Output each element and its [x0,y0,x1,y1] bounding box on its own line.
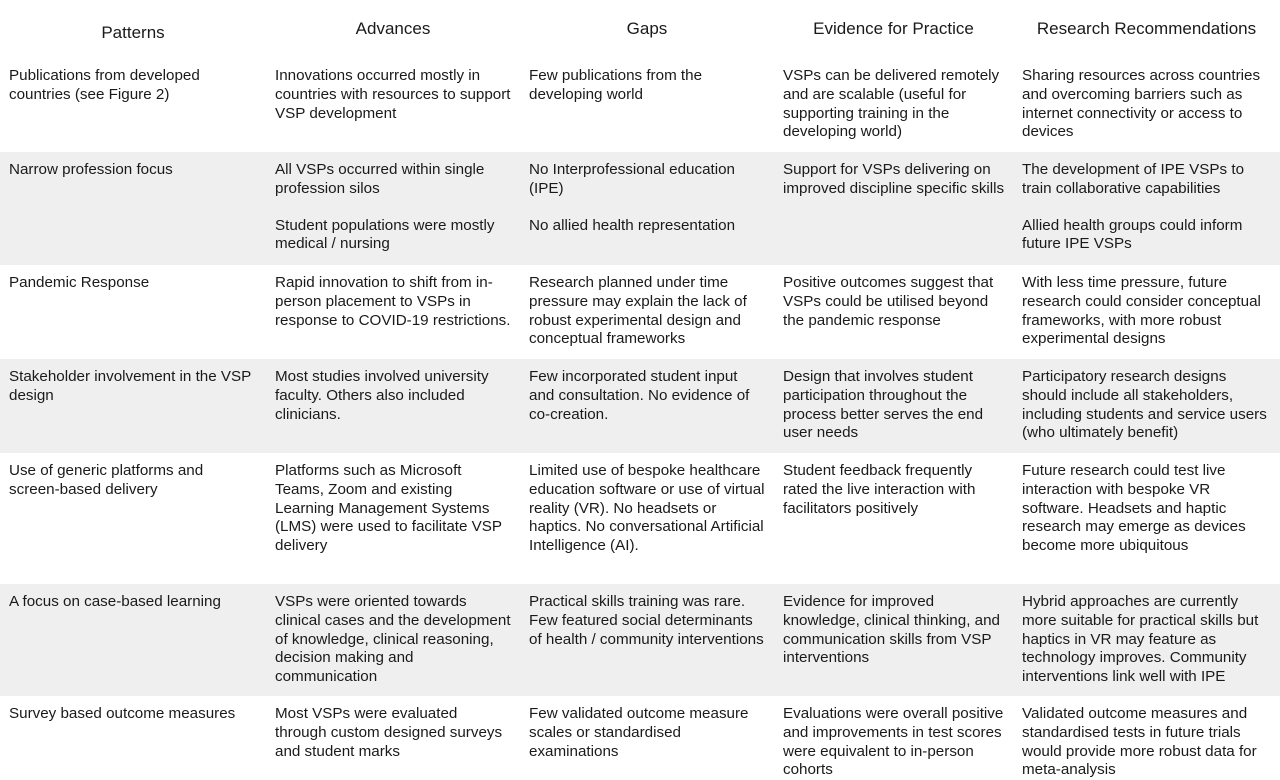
cell-text: VSPs can be delivered remotely and are scalable (useful for supporting training in the developing world) [783,67,1000,141]
cell-text: Survey based outcome measures [9,705,236,722]
cell-pattern [0,58,266,152]
table-row [0,584,1280,696]
cell-text: Research planned under time pressure may explain the lack of robust experimental design and conceptual frameworks [529,274,747,348]
cell-recommendations [1013,152,1280,265]
cell-pattern [0,696,266,780]
cell-text: Sharing resources across countries and overcoming barriers such as internet connectivity or access to devices [1022,67,1261,141]
cell-text: Stakeholder involvement in the VSP design [9,368,252,404]
cell-text: Hybrid approaches are currently more suitable for practical skills but haptics in VR may feature as technology improves. Community interventions link well with IPE [1022,593,1259,686]
table-row [0,58,1280,152]
cell-evidence [774,58,1013,152]
cell-recommendations [1013,359,1280,453]
cell-recommendations [1013,696,1280,780]
cell-text: All VSPs occurred within single profession silos [275,161,485,197]
cell-advances [266,58,520,152]
cell-evidence [774,584,1013,696]
cell-evidence [774,696,1013,780]
header-recommendations: Research Recommendations [1013,0,1280,58]
cell-advances [266,152,520,265]
table-row [0,696,1280,780]
cell-gaps [520,453,774,584]
cell-pattern [0,359,266,453]
cell-text: Support for VSPs delivering on improved discipline specific skills [783,161,1005,197]
cell-text: Participatory research designs should include all stakeholders, including students and service users (who ultimately benefit) [1022,368,1267,442]
cell-text: No Interprofessional education (IPE) [529,161,736,197]
table-row [0,359,1280,453]
cell-text: Student populations were mostly medical / nursing [275,216,495,253]
header-row [0,0,1280,58]
cell-advances [266,696,520,780]
cell-pattern [0,584,266,696]
cell-text: Student feedback frequently rated the live interaction with facilitators positively [783,462,976,517]
cell-gaps [520,58,774,152]
cell-text: Platforms such as Microsoft Teams, Zoom and existing Learning Management Systems (LMS) were used to facilitate VSP delivery [275,462,502,555]
cell-text: A focus on case-based learning [9,593,221,610]
cell-text: Rapid innovation to shift from in-person placement to VSPs in response to COVID-19 restrictions. [275,274,511,329]
cell-advances [266,359,520,453]
cell-pattern [0,152,266,265]
cell-text: Validated outcome measures and standardised tests in future trials would provide more robust data for meta-analysis [1022,705,1257,779]
cell-text: No allied health representation [529,216,736,234]
cell-advances [266,453,520,584]
cell-recommendations [1013,58,1280,152]
cell-text: Allied health groups could inform future IPE VSPs [1022,216,1243,253]
cell-advances [266,584,520,696]
cell-text: Pandemic Response [9,274,150,291]
cell-pattern [0,453,266,584]
cell-evidence [774,359,1013,453]
cell-text: Design that involves student participation throughout the process better serves the end user needs [783,368,984,442]
cell-gaps [520,696,774,780]
cell-text: Most VSPs were evaluated through custom designed surveys and student marks [275,705,503,760]
cell-pattern [0,265,266,359]
table-row [0,453,1280,584]
cell-text: Use of generic platforms and screen-based delivery [9,462,204,498]
cell-text: With less time pressure, future research could consider conceptual frameworks, with more robust experimental designs [1022,274,1261,348]
cell-text: Positive outcomes suggest that VSPs could be utilised beyond the pandemic response [783,274,994,329]
cell-text: Most studies involved university faculty. Others also included clinicians. [275,368,489,423]
table-row [0,265,1280,359]
cell-evidence [774,453,1013,584]
header-evidence: Evidence for Practice [774,0,1013,58]
header-gaps: Gaps [520,0,774,58]
cell-text: Few incorporated student input and consultation. No evidence of co-creation. [529,368,750,423]
cell-text: Evidence for improved knowledge, clinical thinking, and communication skills from VSP interventions [783,593,1000,667]
cell-gaps [520,584,774,696]
header-advances: Advances [266,0,520,58]
cell-gaps [520,359,774,453]
cell-recommendations [1013,453,1280,584]
cell-text: Narrow profession focus [9,161,173,178]
cell-text: Evaluations were overall positive and improvements in test scores were equivalent to in-person cohorts [783,705,1004,779]
cell-evidence [774,152,1013,265]
cell-recommendations [1013,584,1280,696]
cell-text: The development of IPE VSPs to train collaborative capabilities [1022,161,1245,197]
cell-text: Few publications from the developing world [529,67,703,103]
cell-text: Few validated outcome measure scales or standardised examinations [529,705,749,760]
cell-gaps [520,265,774,359]
cell-evidence [774,265,1013,359]
header-patterns: Patterns [0,0,266,58]
cell-text: Innovations occurred mostly in countries with resources to support VSP development [275,67,511,122]
cell-text: Limited use of bespoke healthcare education software or use of virtual reality (VR). No headsets or haptics. No conversational Artificial Intelligence (AI). [529,462,765,555]
cell-text: Practical skills training was rare. Few featured social determinants of health / community interventions [529,593,764,648]
table-row [0,152,1280,265]
cell-text: Future research could test live interaction with bespoke VR software. Headsets and haptic research may emerge as devices become more ubiquitous [1022,462,1246,555]
cell-recommendations [1013,265,1280,359]
cell-advances [266,265,520,359]
cell-text: VSPs were oriented towards clinical cases and the development of knowledge, clinical reasoning, decision making and communication [275,593,511,686]
cell-gaps [520,152,774,265]
cell-text: Publications from developed countries (see Figure 2) [9,67,200,103]
